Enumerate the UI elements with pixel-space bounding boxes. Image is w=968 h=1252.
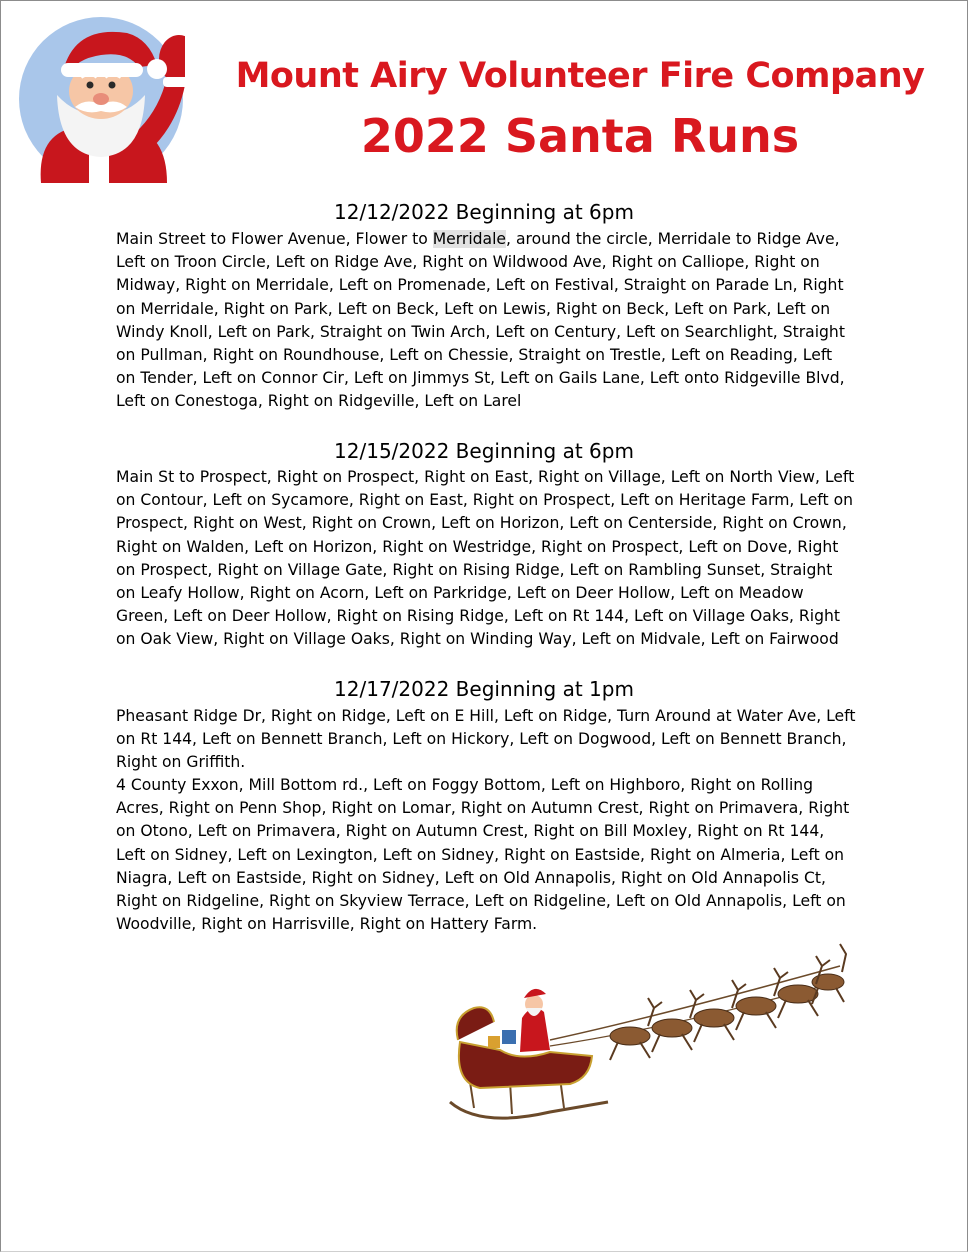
route-paragraph-1 — [116, 228, 856, 414]
santa-waving-icon — [17, 15, 185, 183]
section-heading-2: 12/15/2022 Beginning at 6pm — [334, 439, 634, 463]
document-subtitle: 2022 Santa Runs — [360, 109, 800, 163]
document-title: Mount Airy Volunteer Fire Company — [235, 56, 925, 96]
route-text: Main Street to Flower Avenue, Flower to — [116, 230, 433, 248]
section-heading-1: 12/12/2022 Beginning at 6pm — [334, 200, 634, 224]
route-text: , around the circle, Merridale to Ridge Ave, Left on Troon Circle, Left on Ridge Ave, Right on Wildwood Ave, Right on Calliope, Right on Midway, Right on Merridale, Left on Promenade, Left on Festival, Straight on Parade Ln, Right on Merridale, Right on Park, Left on Beck, Left on Lewis, Right on Beck, Left on Park, Left on Windy Knoll, Left on Park, Straight on Twin Arch, Left on Century, Left on Searchlight, Straight on Pullman, Right on Roundhouse, Left on Chessie, Straight on Trestle, Left on Reading, Left on Tender, Left on Connor Cir, Left on Jimmys St, Left on Gails Lane, Left onto Ridgeville Blvd, Left on Conestoga, Right on Ridgeville, Left on Larel — [116, 230, 845, 411]
route-paragraph-2: Main St to Prospect, Right on Prospect, Right on East, Right on Village, Left on North View, Left on Contour, Left on Sycamore, Right on East, Right on Prospect, Left on Heritage Farm, Left on Prospect, Right on West, Right on Crown, Left on Horizon, Left on Centerside, Right on Crown, Right on Walden, Left on Horizon, Right on Westridge, Right on Prospect, Left on Dove, Right on Prospect, Right on Village Gate, Right on Rising Ridge, Left on Rambling Sunset, Straight on Leafy Hollow, Right on Acorn, Left on Parkridge, Left on Deer Hollow, Left on Meadow Green, Left on Deer Hollow, Right on Rising Ridge, Left on Rt 144, Left on Village Oaks, Right on Oak View, Right on Village Oaks, Right on Winding Way, Left on Midvale, Left on Fairwood — [116, 468, 855, 649]
highlighted-word: Merridale — [432, 230, 507, 248]
santa-sleigh-reindeer-icon — [440, 932, 852, 1136]
section-heading-3: 12/17/2022 Beginning at 1pm — [334, 677, 634, 701]
route-paragraph-3a: Pheasant Ridge Dr, Right on Ridge, Left on E Hill, Left on Ridge, Turn Around at Water Ave, Left on Rt 144, Left on Bennett Branch, Left on Hickory, Left on Dogwood, Left on Bennett Branch, Right on Griffith. — [116, 707, 856, 772]
route-paragraph-3b: 4 County Exxon, Mill Bottom rd., Left on Foggy Bottom, Left on Highboro, Right on Rolling Acres, Right on Penn Shop, Right on Lomar, Right on Autumn Crest, Right on Primavera, Right on Otono, Left on Primavera, Right on Autumn Crest, Right on Bill Moxley, Right on Rt 144, Left on Sidney, Left on Lexington, Left on Sidney, Right on Eastside, Right on Almeria, Left on Niagra, Left on Eastside, Right on Sidney, Left on Old Annapolis, Right on Old Annapolis Ct, Right on Ridgeline, Right on Skyview Terrace, Left on Ridgeline, Left on Old Annapolis, Left on Woodville, Right on Harrisville, Right on Hattery Farm. — [116, 776, 850, 934]
